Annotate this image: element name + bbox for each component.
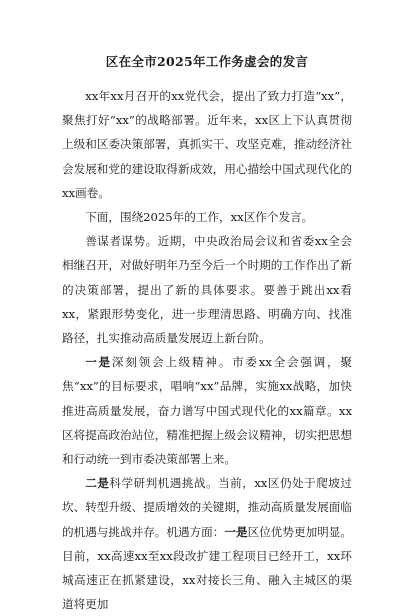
paragraph-intro-text: xx年xx月召开的xx党代会，提出了致力打造“xx”，聚焦打好“xx”的战略部署。近年来，xx区上下认真贯彻上级和区委决策部署，真抓实干、攻坚克难，推动经济社会发展和党的建设取得新成效，用心描绘中国式现代化的xx画卷。 (62, 89, 352, 200)
document-page (62, 52, 352, 616)
document-title: 区在全市2025年工作务虚会的发言 (105, 54, 309, 69)
paragraph-strategy-text: 善谋者谋势。近期，中央政治局会议和省委xx全会相继召开，对做好明年乃至今后一个时期的工作作出了新的决策部署，提出了新的具体要求。要善于跳出xx看xx，紧跟形势变化，进一步理清思路、明确方向、找准路径，扎实推动高质量发展迈上新台阶。 (62, 234, 352, 346)
point-one-text: 深刻领会上级精神。市委xx全会强调，聚焦“xx”的目标要求，唱响“xx”品牌，实施xx战略，加快推进高质量发展，奋力谱写中国式现代化的xx篇章。xx区将提高政治站位，精准把握上级会议精神，切实把思想和行动统一到市委决策部署上来。 (62, 355, 352, 467)
paragraph-point-two (62, 471, 352, 616)
point-two-sub-text: 区位优势更加明显。目前，xx高速xx至xx段改扩建工程项目已经开工，xx环城高速正在抓紧建设，xx对接长三角、融入主城区的渠道将更加 (62, 524, 352, 612)
point-two-sub-lead: 一是 (224, 524, 248, 539)
paragraph-strategy (62, 229, 352, 350)
point-one-lead: 一是 (85, 355, 112, 370)
paragraph-point-one (62, 350, 352, 471)
paragraph-preface (62, 205, 352, 229)
point-two-text: 科学研判机遇挑战。当前，xx区仍处于爬坡过坎、转型升级、提质增效的关键期，推动高质量发展面临的机遇与挑战并存。机遇方面： (62, 476, 352, 539)
paragraph-preface-text: 下面，围绕2025年的工作，xx区作个发言。 (85, 210, 314, 225)
paragraph-intro (62, 84, 352, 205)
point-two-lead: 二是 (85, 476, 110, 491)
